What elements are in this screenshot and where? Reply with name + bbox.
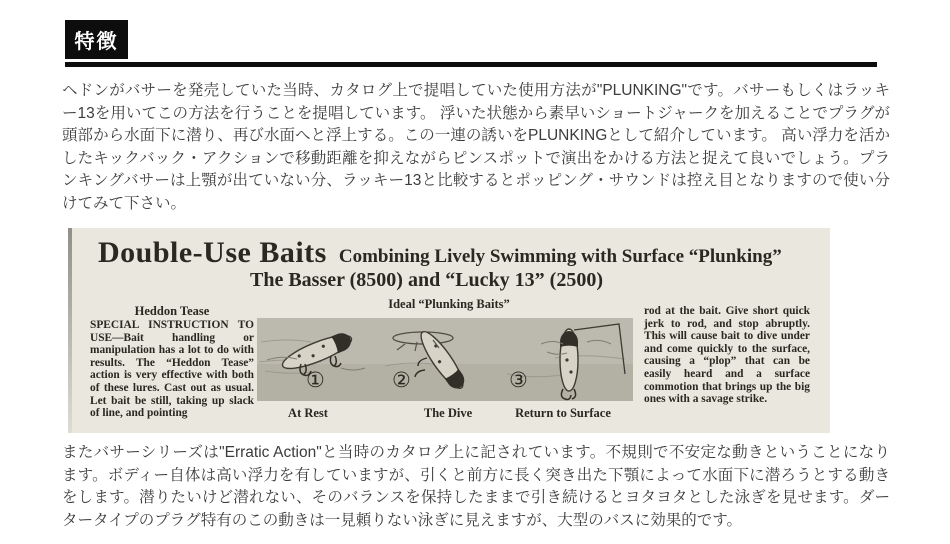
step-number-3: ③: [509, 368, 528, 392]
caption-at-rest: At Rest: [288, 406, 328, 420]
caption-return-to-surface: Return to Surface: [515, 406, 611, 420]
step-number-1: ①: [306, 368, 325, 392]
catalog-title: Double-Use Baits: [98, 236, 327, 269]
catalog-scan: [68, 228, 830, 433]
ideal-plunking-heading: Ideal “Plunking Baits”: [388, 297, 510, 311]
section-divider: [65, 62, 877, 67]
catalog-left-column: [90, 304, 254, 420]
section-heading-badge: [65, 20, 128, 59]
intro-paragraph: ヘドンがバサーを発売していた当時、カタログ上で提唱していた使用方法が"PLUNKING"です。バサーもしくはラッキー13を用いてこの方法を行うことを提唱しています。 浮いた状態から素早いショートジャークを加えることでプラグが頭部から水面下に潜り、再び水面へと浮上する。この一連の誘いをPLUNKINGとして紹介しています。 高い浮力を活かしたキックバック・アクションで移動距離を抑えながらピンスポットで演出をかける方法と捉えて良いでしょう。プランキングバサーは上顎が出ていない分、ラッキー13と比較するとポッピング・サウンドは控え目となりますので使い分けてみて下さい。: [62, 82, 890, 212]
outro-paragraph: またバサーシリーズは"Erratic Action"と当時のカタログ上に記されています。不規則で不安定な動きということになります。ボディー自体は高い浮力を有していますが、引くと前方に長く突き出た下顎によって水面下に潜ろうとする動きをします。潜りたいけど潜れない、そのバランスを保持したままで引き続けるとヨタヨタとした泳ぎを見せます。ダータータイプのプラグ特有のこの動きは一見頼りない泳ぎに見えますが、大型のバスに効果的です。: [62, 444, 890, 529]
heddon-tease-heading: Heddon Tease: [134, 304, 210, 318]
illustration-captions: [257, 406, 633, 422]
catalog-subtitle: Combining Lively Swimming with Surface “Plunking”: [338, 246, 782, 267]
section-heading-label: 特徴: [74, 31, 119, 53]
step-number-2: ②: [392, 368, 411, 392]
special-instruction-text: SPECIAL INSTRUCTION TO USE—Bait handling or manipulation has a lot to do with results. The “Heddon Tease” action is very effective with both of these lures. Cast out as usual. Let bait be still, taking up slack of line, and pointing: [90, 319, 254, 420]
illustration-strip: [257, 318, 633, 401]
catalog-illustration: [257, 318, 633, 422]
catalog-title-row: [98, 236, 782, 270]
scan-edge-shadow: [68, 228, 72, 433]
catalog-title-line2: The Basser (8500) and “Lucky 13” (2500): [250, 269, 603, 291]
caption-the-dive: The Dive: [423, 406, 473, 420]
catalog-right-column-text: rod at the bait. Give short quick jerk to rod, and stop abruptly. This will cause bait to dive under and come quickly to the surface, causing a “plop” that can be easily heard and a surface commotion that brings up the big ones with a savage strike.: [644, 305, 810, 406]
